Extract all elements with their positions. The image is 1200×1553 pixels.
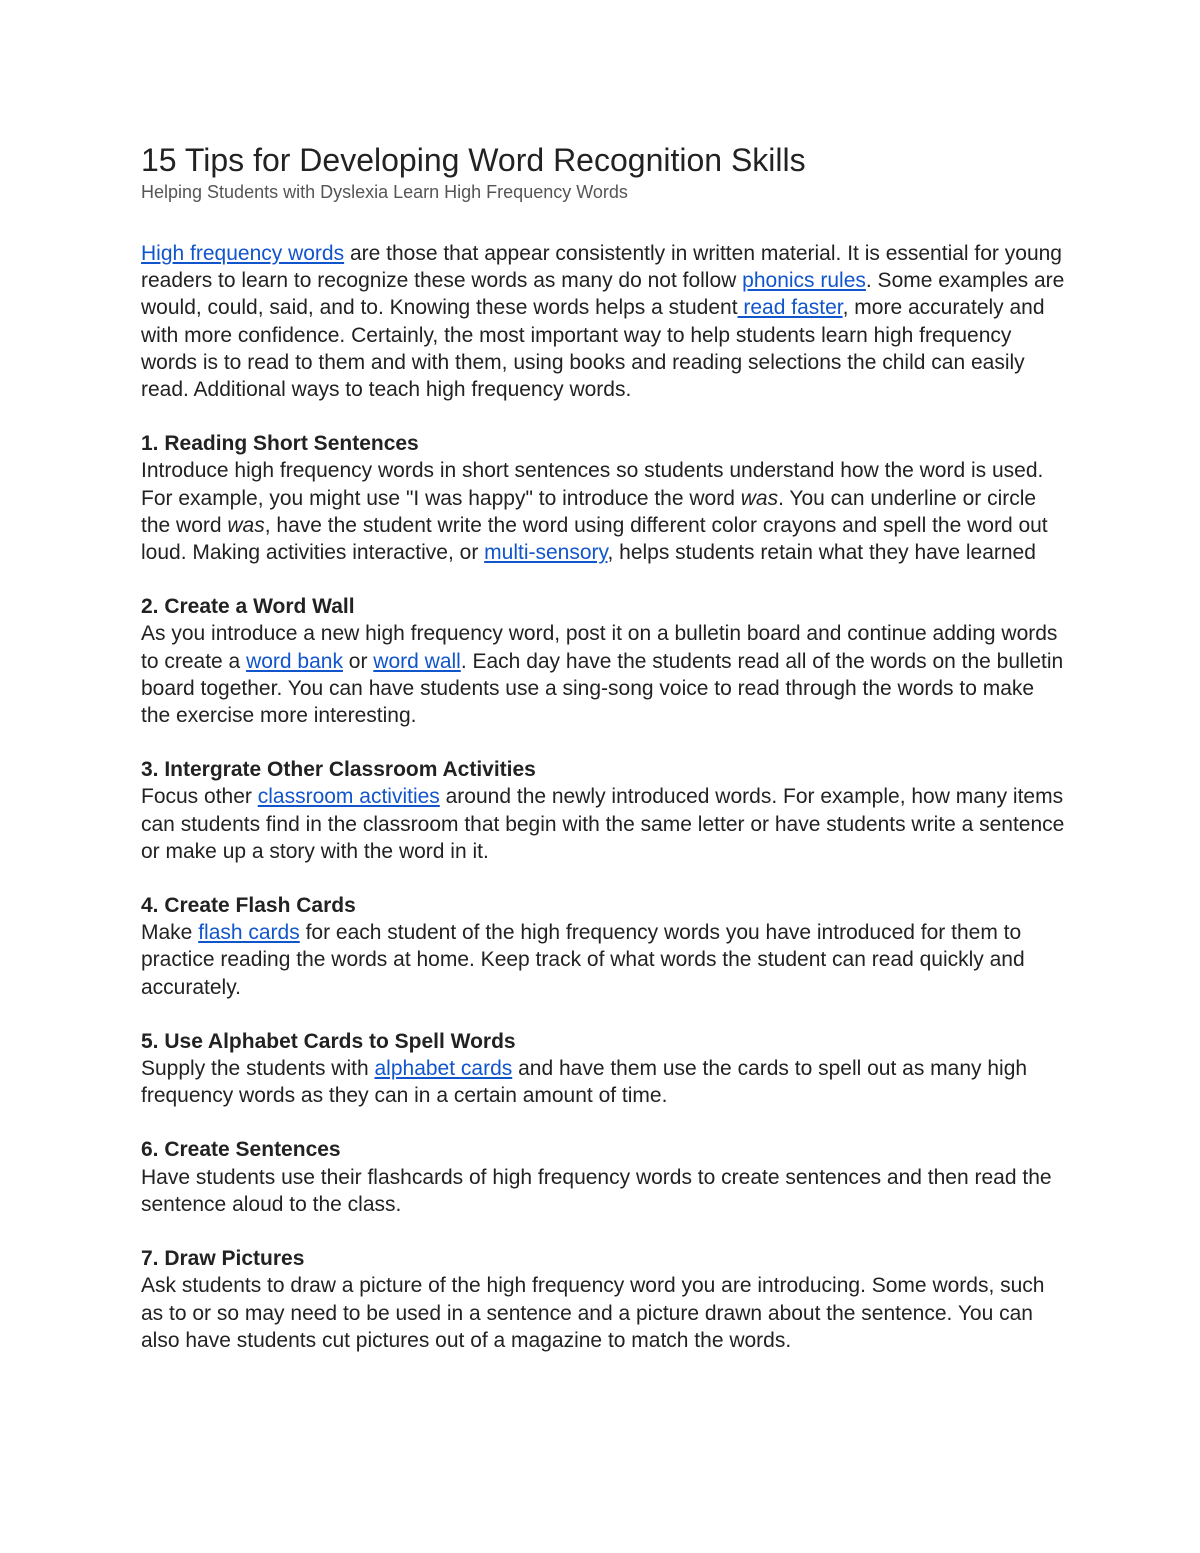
tip-text: Introduce high frequency words in short sentences so students understand how the word is used. For example, you might use "I was happy" to introduce the word xyxy=(141,459,1044,510)
tip-text: and have them use the cards to spell out as many high frequency words as they can in a certain amount of time. xyxy=(141,1057,1028,1108)
tip-heading: 4. Create Flash Cards xyxy=(141,894,356,918)
link-word-bank[interactable]: word bank xyxy=(246,649,343,673)
link-flash-cards[interactable]: flash cards xyxy=(198,921,300,945)
tip-text: Make xyxy=(141,921,199,945)
link-read-faster[interactable]: read faster xyxy=(737,296,843,320)
tip-emphasis: was xyxy=(227,513,265,537)
tip-text: Have students use their flashcards of high frequency words to create sentences and then read the sentence aloud to the class. xyxy=(141,1165,1052,1216)
page-title: 15 Tips for Developing Word Recognition Skills xyxy=(141,142,806,178)
tip-text: Focus other xyxy=(141,785,258,809)
tip-heading: 6. Create Sentences xyxy=(141,1138,341,1162)
tip-heading: 2. Create a Word Wall xyxy=(141,595,355,619)
tip-section-3 xyxy=(141,756,1066,865)
tip-body xyxy=(141,1272,1066,1354)
tip-section-1 xyxy=(141,430,1066,566)
tip-heading: 1. Reading Short Sentences xyxy=(141,432,419,456)
tip-section-2 xyxy=(141,593,1066,729)
link-high-frequency-words[interactable]: High frequency words xyxy=(141,242,345,265)
tip-text: around the newly introduced words. For example, how many items can students find in the classroom that begin with the same letter or have students write a sentence or make up a story with the word in it. xyxy=(141,785,1065,863)
tip-heading: 7. Draw Pictures xyxy=(141,1247,305,1271)
tip-text: . Each day have the students read all of the words on the bulletin board together. You can have students use a sing-song voice to read through the words to make the exercise more interesting. xyxy=(141,649,1064,728)
intro-paragraph xyxy=(141,240,1066,403)
tip-text: , have the student write the word using different color crayons and spell the word out loud. Making activities interactive, or xyxy=(141,513,1048,565)
link-multi-sensory[interactable]: multi-sensory xyxy=(484,541,608,565)
tip-body xyxy=(141,783,1066,865)
tip-text: Supply the students with xyxy=(141,1057,375,1081)
tip-heading: 3. Intergrate Other Classroom Activities xyxy=(141,758,536,782)
tip-emphasis: was xyxy=(740,486,779,510)
tip-text: , helps students retain what they have learned xyxy=(607,541,1036,565)
tip-text: As you introduce a new high frequency word, post it on a bulletin board and continue adding words to create a xyxy=(141,622,1058,673)
intro-text-2: . Some examples are would, could, said, and to. Knowing these words helps a student xyxy=(141,269,1065,320)
tip-section-4 xyxy=(141,892,1066,1001)
tip-text: for each student of the high frequency words you have introduced for them to practice reading the words at home. Keep track of what words the student can read quickly and accurately. xyxy=(141,921,1025,999)
intro-text-3: , more accurately and with more confidence. Certainly, the most important way to help students learn high frequency words is to read to them and with them, using books and reading selections the child can easily read. Additional ways to teach high frequency words. xyxy=(141,296,1045,402)
tip-text: or xyxy=(342,649,374,673)
tip-section-6 xyxy=(141,1136,1066,1218)
tip-body xyxy=(141,1055,1066,1109)
tip-text: . You can underline or circle the word xyxy=(141,486,1037,537)
tip-body xyxy=(141,457,1066,566)
link-word-wall[interactable]: word wall xyxy=(373,649,461,673)
tip-section-7 xyxy=(141,1245,1066,1354)
tip-heading: 5. Use Alphabet Cards to Spell Words xyxy=(141,1029,516,1053)
tip-body xyxy=(141,919,1066,1001)
link-phonics-rules[interactable]: phonics rules xyxy=(742,269,866,293)
page-subtitle: Helping Students with Dyslexia Learn High Frequency Words xyxy=(141,182,628,202)
tip-text: Ask students to draw a picture of the high frequency word you are introducing. Some words, such as to or so may need to be used in a sentence and a picture drawn about the sentence. You can also have students cut pictures out of a magazine to match the words. xyxy=(141,1274,1045,1352)
document-page xyxy=(141,140,1066,1354)
tip-body xyxy=(141,620,1066,729)
link-classroom-activities[interactable]: classroom activities xyxy=(257,785,440,809)
tip-body xyxy=(141,1164,1066,1218)
intro-text-1: are those that appear consistently in written material. It is essential for young readers to learn to recognize these words as many do not follow xyxy=(141,242,1062,293)
tip-section-5 xyxy=(141,1028,1066,1110)
link-alphabet-cards[interactable]: alphabet cards xyxy=(374,1057,513,1081)
